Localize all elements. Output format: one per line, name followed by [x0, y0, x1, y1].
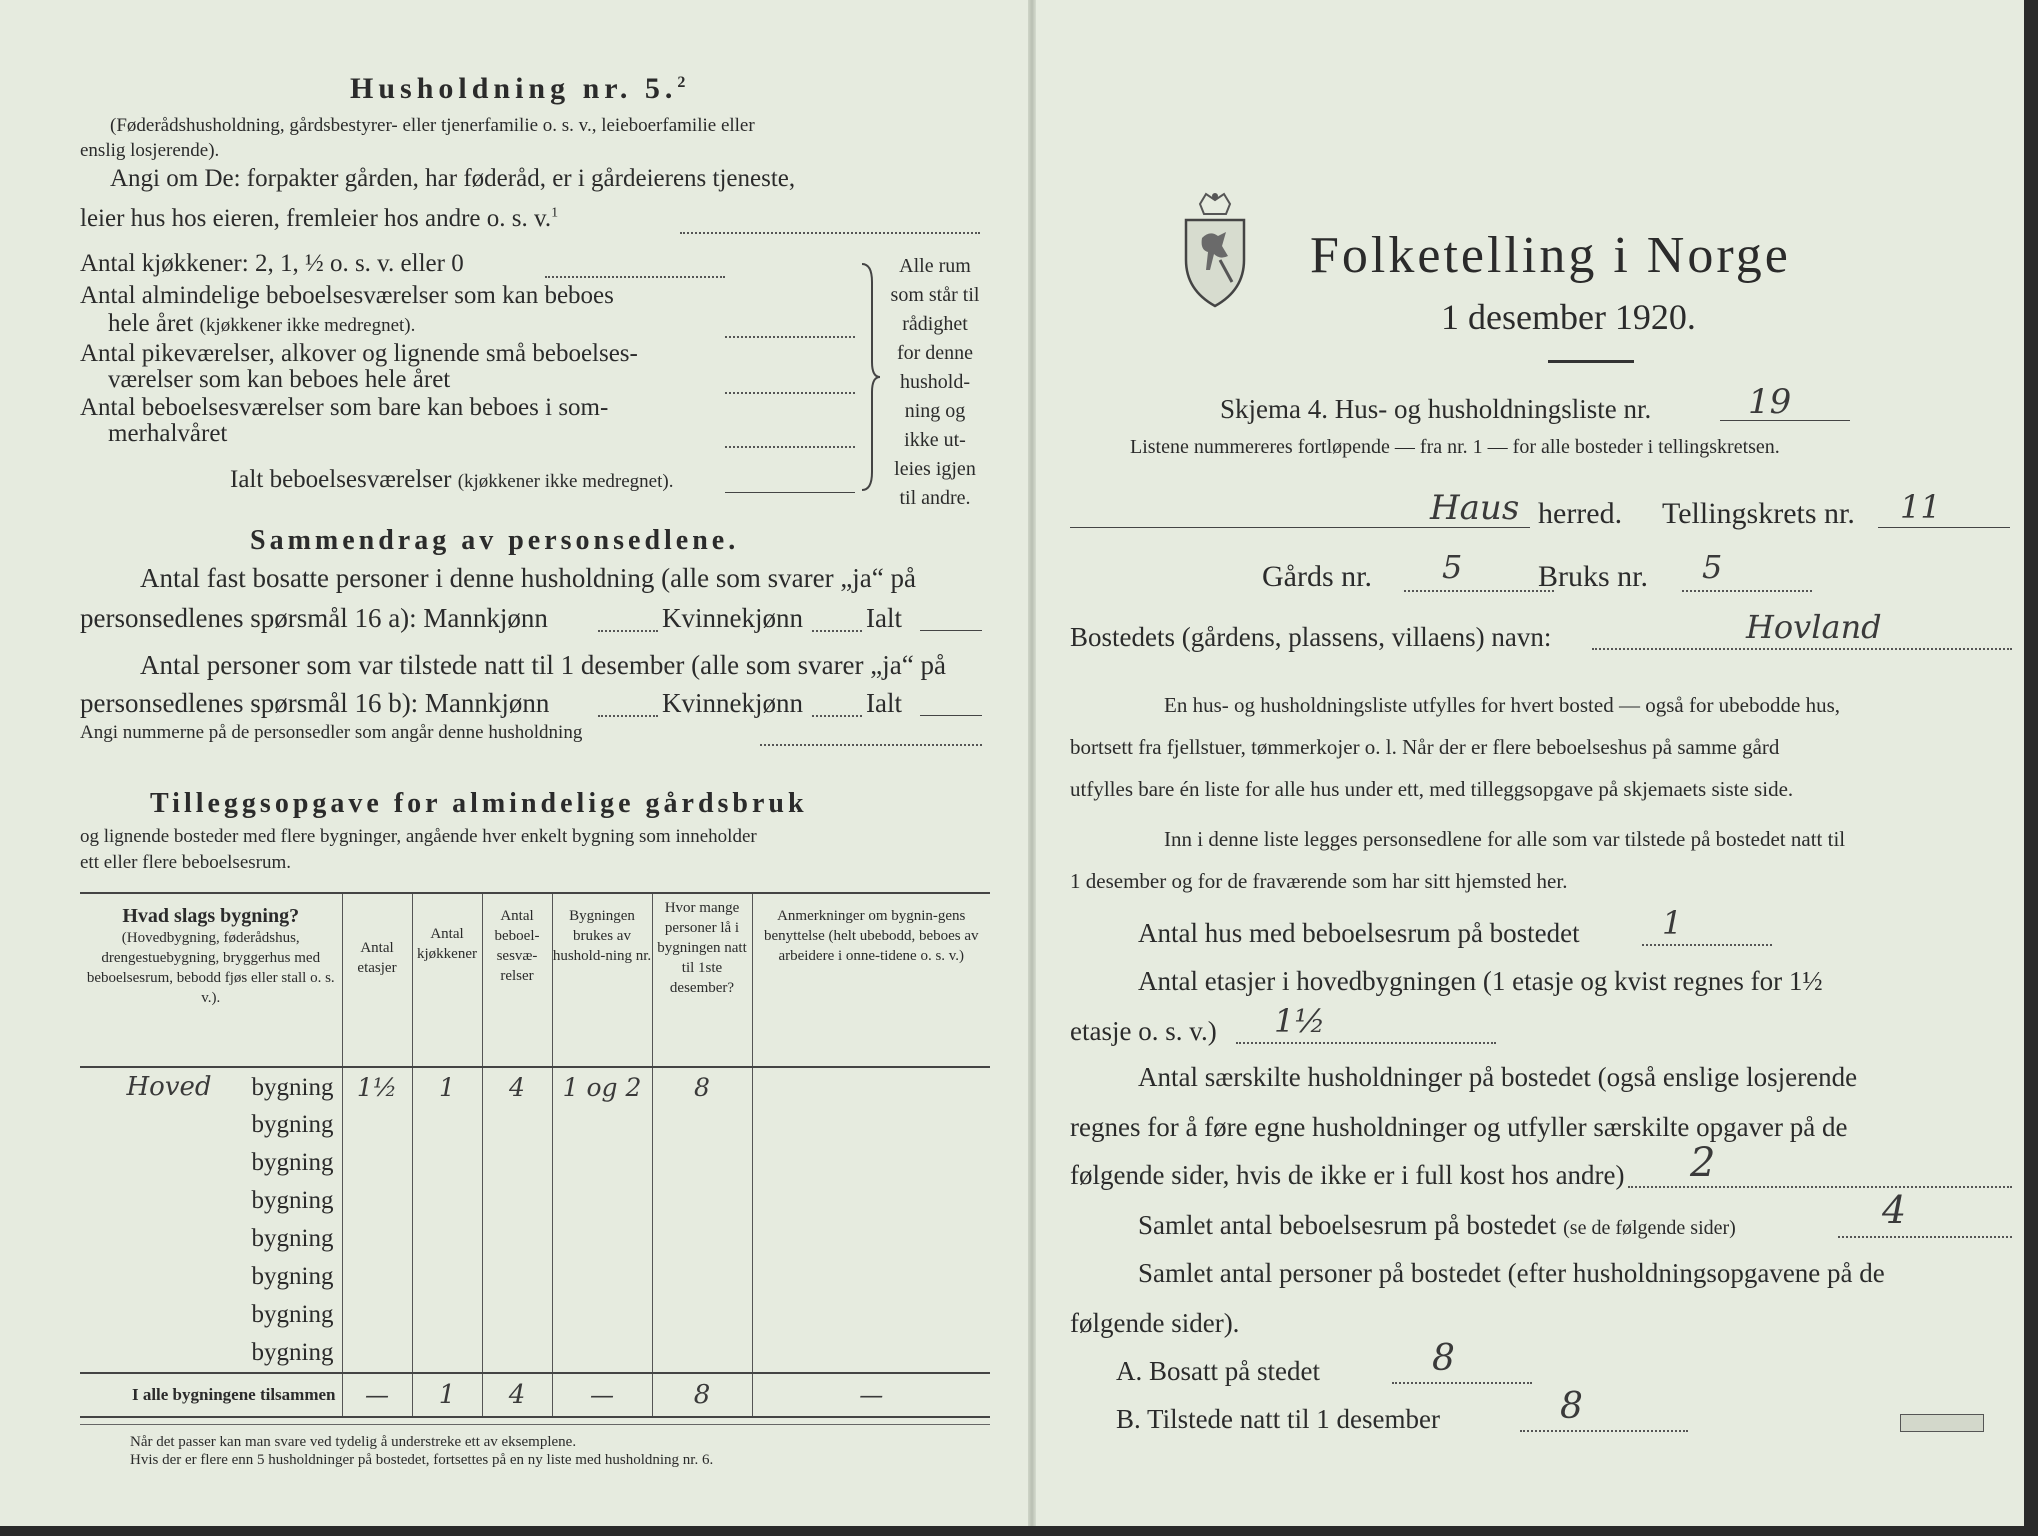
scan-edge-right	[2024, 0, 2038, 1536]
bruks-label: Bruks nr.	[1538, 560, 1649, 593]
gards-value[interactable]: 5	[1442, 548, 1463, 586]
tilstede-kvinne-field[interactable]	[812, 715, 862, 717]
kjokkener-field[interactable]	[545, 276, 725, 278]
angi-answer-line[interactable]	[680, 232, 980, 234]
para-utfylles: En hus- og husholdningsliste utfylles for hvert bosted — også for ubebodde hus, bortsett fra fjellstuer, tømmerkojer o. l. Når der er flere beboelseshus på samme gård utfylles bare én liste for alle hus under ett, med tilleggsopgave på skjemaets siste side.	[1070, 693, 1840, 801]
saer-line-2: regnes for å føre egne husholdninger og utfyller særskilte opgaver på de	[1070, 1112, 1848, 1142]
vaerelser-cell[interactable]	[482, 1258, 552, 1296]
sum-anmerkning[interactable]: —	[752, 1373, 990, 1417]
fast-line-2: personsedlenes spørsmål 16 a): Mannkjønn	[80, 603, 548, 633]
fast-mann-field[interactable]	[598, 630, 658, 632]
tillegg-heading: Tilleggsopgave for almindelige gårdsbruk	[150, 788, 808, 819]
table-row	[80, 1106, 990, 1144]
col-header-etasjer: Antal etasjer	[342, 893, 412, 1067]
etasjer-cell[interactable]: 1½	[342, 1067, 412, 1106]
sum-personer[interactable]: 8	[652, 1373, 752, 1417]
intro-line-1: (Føderådshusholdning, gårdsbestyrer- eller tjenerfamilie o. s. v., leieboerfamilie eller	[110, 115, 755, 136]
husholdning-cell[interactable]	[552, 1258, 652, 1296]
husholdning-cell[interactable]	[552, 1182, 652, 1220]
scan-edge-bottom	[0, 1526, 2038, 1536]
tellingskrets-label: Tellingskrets nr.	[1662, 497, 1855, 530]
vaerelser-cell[interactable]	[482, 1182, 552, 1220]
gards-label: Gårds nr.	[1262, 560, 1372, 593]
title-rule	[1548, 360, 1634, 363]
tilstede-field[interactable]	[1520, 1430, 1688, 1432]
household-title: Husholdning nr. 5.$^2$	[350, 72, 691, 105]
col-header-kjokkener: Antal kjøkkener	[412, 893, 482, 1067]
samlet-rum-label: Samlet antal beboelsesrum på bostedet (se de følgende sider)	[1138, 1210, 1736, 1240]
table-row	[80, 1258, 990, 1296]
etasjer-cell[interactable]	[342, 1334, 412, 1373]
table-row	[80, 1067, 990, 1106]
kjokkener-cell[interactable]	[412, 1334, 482, 1373]
etasjer-value[interactable]: 1½	[1274, 1002, 1326, 1040]
fast-ialt-field[interactable]	[920, 630, 982, 631]
alm-line-2: hele året (kjøkkener ikke medregnet).	[108, 310, 416, 337]
fast-ialt-label: Ialt	[866, 603, 902, 633]
sommer-line-2: merhalvåret	[108, 420, 228, 447]
kjokkener-cell[interactable]	[412, 1144, 482, 1182]
bosted-field[interactable]	[1592, 648, 2012, 650]
pike-line-1: Antal pikeværelser, alkover og lignende små beboelses-	[80, 340, 638, 367]
bosatt-label: A. Bosatt på stedet	[1116, 1356, 1320, 1386]
personer-cell[interactable]	[652, 1334, 752, 1373]
personer-cell[interactable]	[652, 1144, 752, 1182]
intro-line-2: enslig losjerende).	[80, 140, 220, 161]
herred-label: herred.	[1538, 497, 1623, 530]
etasjer-line-1: Antal etasjer i hovedbygningen (1 etasje og kvist regnes for 1½	[1138, 966, 1823, 996]
anmerkning-cell[interactable]	[752, 1067, 990, 1106]
vaerelser-cell[interactable]	[482, 1220, 552, 1258]
tilstede-ialt-field[interactable]	[920, 715, 982, 716]
tilstede-mann-field[interactable]	[598, 715, 658, 717]
bosted-value[interactable]: Hovland	[1746, 608, 1882, 646]
pike-line-2: værelser som kan beboes hele året	[108, 366, 451, 393]
listene-note: Listene nummereres fortløpende — fra nr. 1 — for alle bosteder i tellingskretsen.	[1130, 436, 1780, 458]
tilstede-line-2: personsedlenes spørsmål 16 b): Mannkjønn	[80, 688, 550, 718]
ialt-label: Ialt beboelsesværelser (kjøkkener ikke medregnet).	[230, 466, 674, 493]
census-title: Folketelling i Norge	[1310, 227, 1791, 284]
tilstede-label: B. Tilstede natt til 1 desember	[1116, 1404, 1440, 1434]
personer-cell[interactable]: 8	[652, 1067, 752, 1106]
personer-cell[interactable]	[652, 1296, 752, 1334]
anmerkning-cell[interactable]	[752, 1182, 990, 1220]
husholdning-cell[interactable]	[552, 1220, 652, 1258]
angi-nummerne: Angi nummerne på de personsedler som angår denne husholdning	[80, 722, 583, 743]
bygning-cell[interactable]: bygning	[251, 1149, 334, 1176]
etasjer-cell[interactable]	[342, 1106, 412, 1144]
husholdning-cell[interactable]	[552, 1334, 652, 1373]
husholdning-cell[interactable]: 1 og 2	[552, 1067, 652, 1106]
col-header-personer: Hvor mange personer lå i bygningen natt til 1ste desember?	[652, 893, 752, 1067]
bosatt-field[interactable]	[1392, 1382, 1532, 1384]
sum-kjokkener[interactable]: 1	[412, 1373, 482, 1417]
fast-kvinne-field[interactable]	[812, 630, 862, 632]
samlet-rum-value[interactable]: 4	[1882, 1188, 1907, 1232]
coat-of-arms-icon	[1180, 190, 1250, 310]
pike-field[interactable]	[725, 392, 855, 394]
skjema-value[interactable]: 19	[1748, 382, 1792, 422]
printer-stamp	[1900, 1414, 1984, 1432]
building-table	[80, 892, 990, 1418]
hus-label: Antal hus med beboelsesrum på bostedet	[1138, 918, 1580, 948]
samlet-pers-line-2: følgende sider).	[1070, 1308, 1240, 1338]
col-header-husholdning: Bygningen brukes av hushold-ning nr.	[552, 893, 652, 1067]
vaerelser-cell[interactable]	[482, 1106, 552, 1144]
etasjer-field[interactable]	[1236, 1042, 1496, 1044]
table-row	[80, 1144, 990, 1182]
kjokkener-cell[interactable]: 1	[412, 1067, 482, 1106]
col-header-vaerelser: Antal beboel-sesvæ-relser	[482, 893, 552, 1067]
bygning-cell[interactable]: bygning	[251, 1187, 334, 1214]
table-row	[80, 1220, 990, 1258]
vaerelser-cell[interactable]	[482, 1144, 552, 1182]
personer-cell[interactable]	[652, 1106, 752, 1144]
tilstede-line-1: Antal personer som var tilstede natt til 1 desember (alle som svarer „ja“ på	[140, 650, 946, 680]
table-row	[80, 1334, 990, 1373]
kjokkener-cell[interactable]	[412, 1106, 482, 1144]
kjokkener-cell[interactable]	[412, 1220, 482, 1258]
tellingskrets-field[interactable]	[1878, 527, 2010, 528]
vaerelser-cell[interactable]: 4	[482, 1067, 552, 1106]
saer-line-1: Antal særskilte husholdninger på bostedet (også enslige losjerende	[1138, 1062, 1858, 1092]
personer-cell[interactable]	[652, 1258, 752, 1296]
alm-line-1: Antal almindelige beboelsesværelser som kan beboes	[80, 282, 614, 309]
sum-vaerelser[interactable]: 4	[482, 1373, 552, 1417]
angi-line-2: leier hus hos eieren, fremleier hos andre o. s. v.$^1$	[80, 205, 559, 232]
anmerkning-cell[interactable]	[752, 1220, 990, 1258]
tillegg-line-1: og lignende bosteder med flere bygninger, angående hver enkelt bygning som inneholder	[80, 826, 757, 847]
husholdning-cell[interactable]	[552, 1296, 652, 1334]
saer-field[interactable]	[1628, 1186, 2012, 1188]
vaerelser-cell[interactable]	[482, 1296, 552, 1334]
bygning-cell[interactable]: bygning	[251, 1111, 334, 1138]
bosted-label: Bostedets (gårdens, plassens, villaens) navn:	[1070, 622, 1552, 652]
hus-field[interactable]	[1642, 944, 1772, 946]
saer-value[interactable]: 2	[1690, 1140, 1716, 1186]
sum-husholdning[interactable]: —	[552, 1373, 652, 1417]
saer-line-3: følgende sider, hvis de ikke er i full kost hos andre)	[1070, 1160, 1625, 1190]
etasjer-line-2: etasje o. s. v.)	[1070, 1016, 1217, 1046]
right-page	[1030, 0, 2038, 1536]
bruks-value[interactable]: 5	[1702, 548, 1723, 586]
sum-label: I alle bygningene tilsammen	[80, 1373, 342, 1417]
fast-kvinne-label: Kvinnekjønn	[662, 603, 803, 633]
anmerkning-cell[interactable]	[752, 1334, 990, 1373]
table-header-row	[80, 893, 990, 1067]
sammendrag-heading: Sammendrag av personsedlene.	[250, 525, 740, 556]
kjokkener-label: Antal kjøkkener: 2, 1, ½ o. s. v. eller 0	[80, 250, 464, 277]
etasjer-cell[interactable]	[342, 1220, 412, 1258]
col-header-bygning: Hvad slags bygning? (Hovedbygning, føderådshus, drengestuebygning, bryggerhus med beboelsesrum, bebodd fjøs eller stall o. s. v.).	[80, 893, 342, 1067]
table-row	[80, 1296, 990, 1334]
etasjer-cell[interactable]	[342, 1182, 412, 1220]
vaerelser-cell[interactable]	[482, 1334, 552, 1373]
sum-etasjer[interactable]: —	[342, 1373, 412, 1417]
anmerkning-cell[interactable]	[752, 1144, 990, 1182]
personer-cell[interactable]	[652, 1182, 752, 1220]
fast-line-1: Antal fast bosatte personer i denne husholdning (alle som svarer „ja“ på	[140, 563, 916, 593]
para-personsedler: Inn i denne liste legges personsedlene for alle som var tilstede på bostedet natt til 1 desember og for de fraværende som har sitt hjemsted her.	[1070, 827, 1846, 893]
alm-field[interactable]	[725, 336, 855, 338]
footnote-divider	[80, 1424, 990, 1425]
personer-cell[interactable]	[652, 1220, 752, 1258]
herred-value[interactable]: Haus	[1430, 488, 1520, 528]
samlet-rum-field[interactable]	[1838, 1236, 2012, 1238]
tilstede-ialt-label: Ialt	[866, 688, 902, 718]
anmerkning-cell[interactable]	[752, 1258, 990, 1296]
etasjer-cell[interactable]	[342, 1296, 412, 1334]
bygning-cell[interactable]: bygning	[251, 1339, 334, 1366]
anmerkning-cell[interactable]	[752, 1296, 990, 1334]
gards-field[interactable]	[1404, 590, 1554, 592]
brace-note: Alle rum som står til rådighet for denne hushold- ning og ikke ut- leies igjen til andre.	[890, 255, 980, 509]
bygning-cell[interactable]: bygning	[251, 1301, 334, 1328]
etasjer-cell[interactable]	[342, 1258, 412, 1296]
bosatt-value[interactable]: 8	[1432, 1338, 1455, 1379]
tillegg-line-2: ett eller flere beboelsesrum.	[80, 852, 292, 873]
angi-line-1: Angi om De: forpakter gården, har føderåd, er i gårdeierens tjeneste,	[110, 165, 796, 192]
footnote-2: Hvis der er flere enn 5 husholdninger på bostedet, fortsettes på en ny liste med husholdning nr. 6.	[130, 1452, 714, 1468]
husholdning-cell[interactable]	[552, 1144, 652, 1182]
husholdning-cell[interactable]	[552, 1106, 652, 1144]
footnote-1: Når det passer kan man svare ved tydelig å understreke ett av eksemplene.	[130, 1434, 577, 1450]
sommer-line-1: Antal beboelsesværelser som bare kan beboes i som-	[80, 394, 609, 421]
hus-value[interactable]: 1	[1662, 904, 1683, 942]
tellingskrets-value[interactable]: 11	[1900, 488, 1941, 526]
bygning-cell[interactable]: bygning	[251, 1225, 334, 1252]
brace-icon	[858, 262, 882, 492]
samlet-pers-line-1: Samlet antal personer på bostedet (efter husholdningsopgavene på de	[1138, 1258, 1885, 1288]
bruks-field[interactable]	[1682, 590, 1812, 592]
kjokkener-cell[interactable]	[412, 1182, 482, 1220]
kjokkener-cell[interactable]	[412, 1258, 482, 1296]
angi-nummerne-field[interactable]	[760, 744, 982, 746]
bygning-cell[interactable]: Hoved bygning	[126, 1072, 334, 1102]
anmerkning-cell[interactable]	[752, 1106, 990, 1144]
ialt-field[interactable]	[725, 492, 855, 493]
tilstede-value[interactable]: 8	[1560, 1386, 1583, 1427]
kjokkener-cell[interactable]	[412, 1296, 482, 1334]
etasjer-cell[interactable]	[342, 1144, 412, 1182]
skjema-label: Skjema 4. Hus- og husholdningsliste nr.	[1220, 394, 1652, 424]
tilstede-kvinne-label: Kvinnekjønn	[662, 688, 803, 718]
table-row	[80, 1182, 990, 1220]
table-sum-row	[80, 1373, 990, 1417]
census-date: 1 desember 1920.	[1441, 297, 1696, 337]
sommer-field[interactable]	[725, 446, 855, 448]
bygning-cell[interactable]: bygning	[251, 1263, 334, 1290]
col-header-anmerkninger: Anmerkninger om bygnin-gens benyttelse (helt ubebodd, beboes av arbeidere i onne-tidene o. s. v.)	[752, 893, 990, 1067]
